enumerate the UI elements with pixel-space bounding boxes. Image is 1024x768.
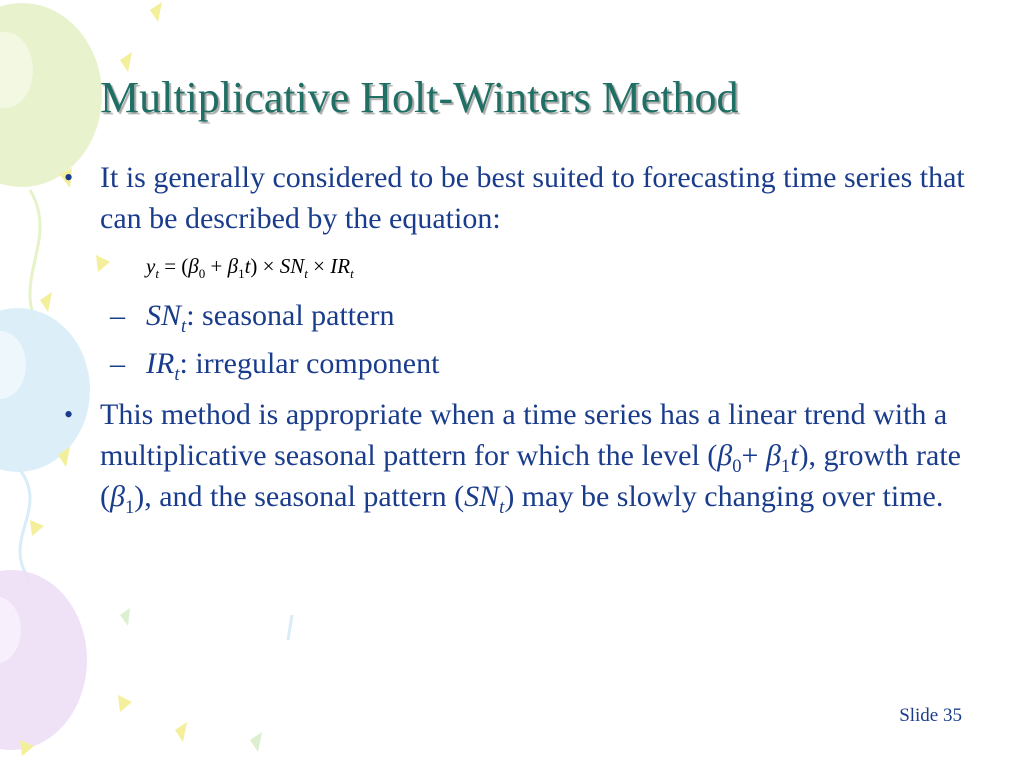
bullet-2-text-d: ) may be slowly changing over time. <box>504 480 944 513</box>
eq-close-paren: ) <box>250 254 258 278</box>
sub-item-irregular <box>110 343 440 385</box>
eq-beta1-sub: 1 <box>238 266 245 282</box>
bullet-2-text-a: This method is appropriate when a time series has a linear trend with a multiplicative seasonal pattern for which the level ( <box>100 398 948 472</box>
bullet-point-2 <box>64 394 980 518</box>
seasonal-text: : seasonal pattern <box>186 299 395 332</box>
confetti-streak <box>288 615 292 640</box>
bullet-marker: • <box>64 163 74 192</box>
eq-equals: = ( <box>158 254 189 278</box>
sn-subscript-2: t <box>499 497 505 518</box>
eq-sn: SN <box>279 254 305 278</box>
eq-y: y <box>146 254 156 278</box>
irregular-text: : irregular component <box>179 347 440 380</box>
beta1-subscript: 1 <box>780 456 791 477</box>
beta1-symbol-2: β <box>110 480 125 513</box>
slide-number: Slide 35 <box>899 705 962 726</box>
t-symbol: t <box>790 439 799 472</box>
blue-balloon-string <box>20 470 30 580</box>
sn-symbol: SN <box>146 299 182 332</box>
beta1-symbol: β <box>765 439 781 472</box>
sn-subscript: t <box>181 316 187 337</box>
eq-ir: IR <box>330 254 351 278</box>
eq-beta0: β <box>188 254 199 278</box>
dash-marker: – <box>110 299 125 332</box>
bullet-2-text-c: ), and the seasonal pattern ( <box>134 480 465 513</box>
green-balloon-string <box>30 190 40 330</box>
eq-plus: + <box>205 254 228 278</box>
ir-subscript: t <box>174 364 180 385</box>
plus-sign: + <box>741 439 766 472</box>
eq-times-1: × <box>257 254 280 278</box>
eq-y-sub: t <box>155 266 159 282</box>
holt-winters-equation <box>146 254 354 282</box>
beta0-subscript: 0 <box>732 456 742 477</box>
bullet-1-text: It is generally considered to be best suited to forecasting time series that can be described by the equation: <box>100 161 965 235</box>
eq-sn-sub: t <box>304 266 308 282</box>
slide-title: Multiplicative Holt-Winters Method <box>100 73 739 122</box>
sub-item-seasonal <box>110 295 395 337</box>
purple-balloon <box>0 570 87 750</box>
bullet-2-text-b: ), growth rate ( <box>100 439 961 513</box>
sn-symbol-2: SN <box>464 480 500 513</box>
eq-t: t <box>244 254 251 278</box>
eq-ir-sub: t <box>350 266 354 282</box>
eq-beta1: β <box>227 254 239 278</box>
eq-beta0-sub: 0 <box>198 266 206 282</box>
dash-marker: – <box>110 347 125 380</box>
beta0-symbol: β <box>717 439 733 472</box>
beta1-subscript-2: 1 <box>124 497 135 518</box>
eq-times-2: × <box>307 254 331 278</box>
ir-symbol: IR <box>146 347 175 380</box>
bullet-marker: • <box>64 400 74 429</box>
bullet-point-1 <box>64 157 980 239</box>
